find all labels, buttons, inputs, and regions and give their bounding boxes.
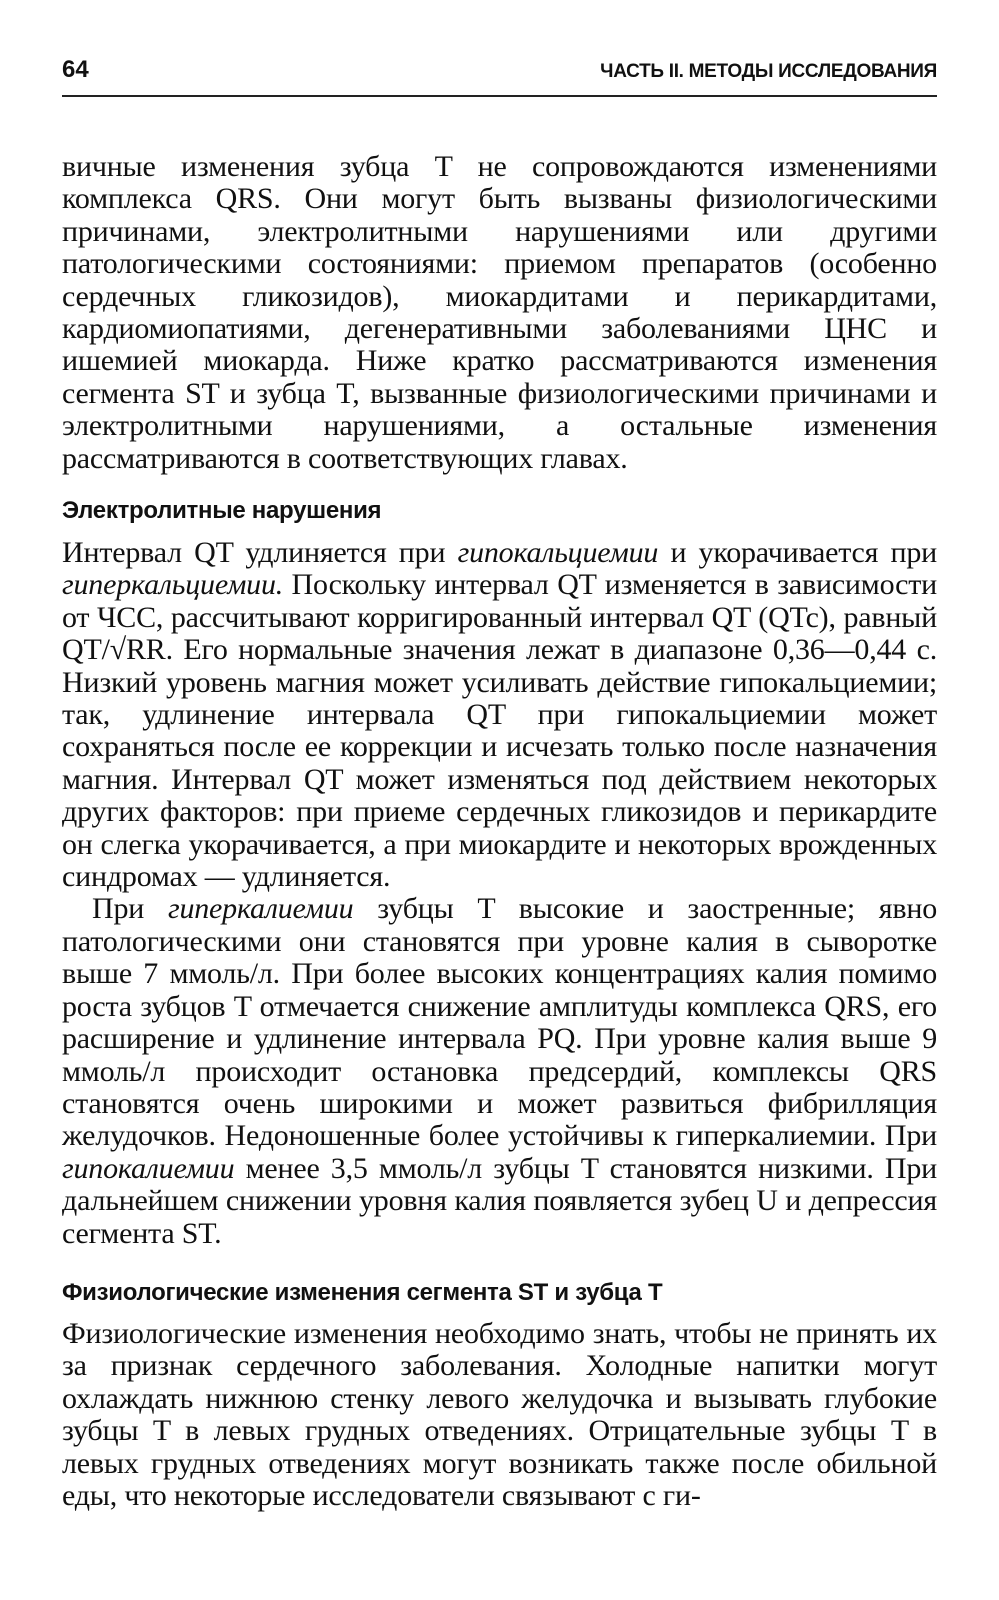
intro-paragraph: вичные изменения зубца T не сопровождаются изменениями комплекса QRS. Они могут быть вызваны физиологическими причинами, электролитными нарушениями или другими патологическими состояниями: приемом препаратов (особенно сердечных гликозидов), миокардитами и перикардитами, кардиомиопатиями, дегенеративными заболеваниями ЦНС и ишемией миокарда. Ниже кратко рассматриваются изменения сегмента ST и зубца T, вызванные физиологическими причинами и электролитными нарушениями, а остальные изменения рассматриваются в соответствующих главах. xyxy=(62,150,937,475)
text-run: зубцы T высокие и заостренные; явно патологическими они становятся при уровне калия в сыворотке выше 7 ммоль/л. При более высоких концентрациях калия помимо роста зубцов T отмечается снижение амплитуды комплекса QRS, его расширение и удлинение интервала PQ. При уровне калия выше 9 ммоль/л происходит остановка предсердий, комплексы QRS становятся очень широкими и может развиться фибрилляция желудочков. Недоношенные более устойчивы к гиперкалиемии. При xyxy=(62,892,937,1153)
header-rule xyxy=(62,95,937,97)
text-run: Интервал QT удлиняется при xyxy=(62,536,458,569)
page-number: 64 xyxy=(62,56,89,83)
intro-block xyxy=(62,151,937,475)
electrolyte-paragraph-2 xyxy=(62,893,937,1249)
heading-physiological-changes: Физиологические изменения сегмента ST и зубца T xyxy=(62,1279,663,1306)
italic-term: гиперкальциемии. xyxy=(62,568,284,602)
electrolyte-paragraph-1 xyxy=(62,537,937,893)
text-run: Поскольку интервал QT изменяется в зависимости от ЧСС, рассчитывают корригированный интервал QT (QTc), равный QT/√RR. Его нормальные значения лежат в диапазоне 0,36—0,44 с. Низкий уровень магния может усиливать действие гипокальциемии; так, удлинение интервала QT при гипокальциемии может сохраняться после ее коррекции и исчезать только после назначения магния. Интервал QT может изменяться под действием некоторых других факторов: при приеме сердечных гликозидов и перикардите он слегка укорачивается, а при миокардите и некоторых врожденных синдромах — удлиняется. xyxy=(62,568,937,894)
italic-term: гипокалиемии xyxy=(62,1151,235,1185)
running-head xyxy=(62,54,937,90)
text-run: менее 3,5 ммоль/л зубцы T становятся низкими. При дальнейшем снижении уровня калия появляется зубец U и депрессия сегмента ST. xyxy=(62,1151,937,1250)
text-run: и укорачивается при xyxy=(658,536,937,569)
heading-electrolyte-disorders: Электролитные нарушения xyxy=(62,497,382,524)
italic-term: гипокальциемии xyxy=(457,536,659,569)
electrolyte-section-body xyxy=(62,537,937,1250)
text-run: При xyxy=(92,892,168,926)
physiological-paragraph-1: Физиологические изменения необходимо знать, чтобы не принять их за признак сердечного заболевания. Холодные напитки могут охлаждать нижнюю стенку левого желудочка и вызывать глубокие зубцы T в левых грудных отведениях. Отрицательные зубцы T в левых грудных отведениях могут возникать также после обильной еды, что некоторые исследователи связывают с ги- xyxy=(62,1317,937,1513)
physiological-section-body xyxy=(62,1318,937,1512)
running-head-section-title: ЧАСТЬ II. МЕТОДЫ ИССЛЕДОВАНИЯ xyxy=(600,61,937,82)
italic-term: гиперкалиемии xyxy=(167,892,354,926)
